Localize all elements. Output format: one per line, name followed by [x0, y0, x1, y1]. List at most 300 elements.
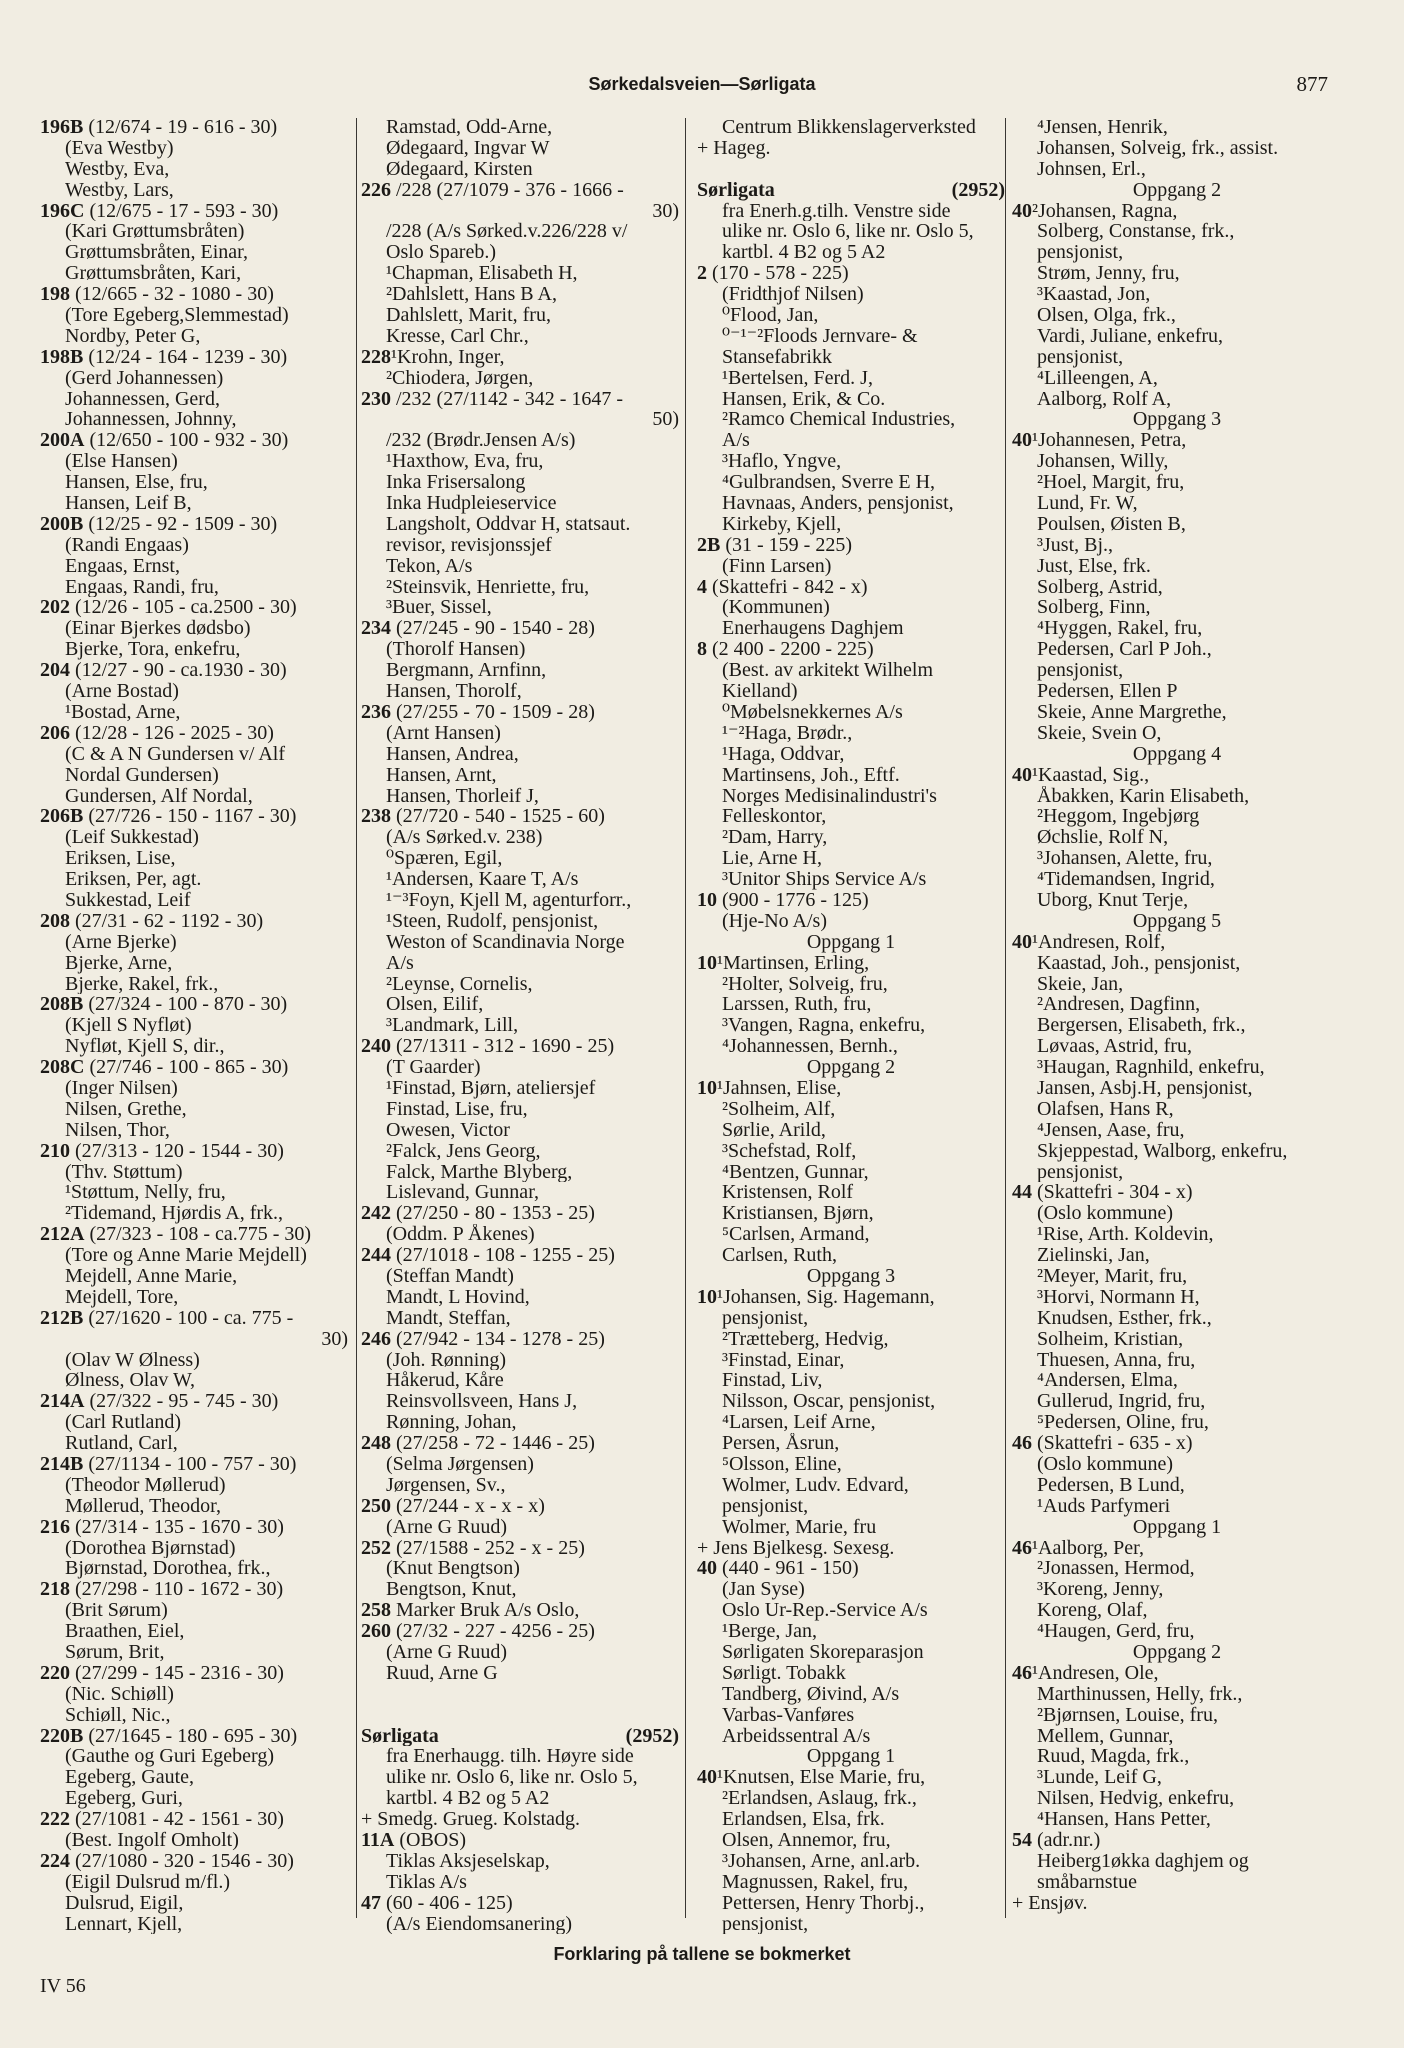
directory-line: 198 (12/665 - 32 - 1080 - 30): [40, 284, 274, 306]
directory-line: ²Erlandsen, Aslaug, frk.,: [722, 1788, 917, 1810]
directory-line: 216 (27/314 - 135 - 1670 - 30): [40, 1516, 284, 1538]
directory-line: ¹Finstad, Bjørn, ateliersjef: [386, 1077, 596, 1099]
directory-line: Reinsvollsveen, Hans J,: [386, 1391, 578, 1413]
directory-line: Koreng, Olaf,: [1037, 1600, 1148, 1622]
directory-line: ⁰Spæren, Egil,: [386, 848, 503, 870]
directory-line: (Nic. Schiøll): [65, 1683, 174, 1705]
directory-line: 2B (31 - 159 - 225): [697, 534, 852, 556]
directory-line: (Dorothea Bjørnstad): [65, 1537, 236, 1559]
directory-line: 46¹Andresen, Ole,: [1012, 1662, 1159, 1684]
directory-line: Varbas-Vanføres: [722, 1704, 855, 1726]
directory-line: Skeie, Anne Margrethe,: [1037, 701, 1227, 723]
directory-line: (Best. av arkitekt Wilhelm: [722, 660, 933, 682]
directory-line: 236 (27/255 - 70 - 1509 - 28): [361, 701, 595, 723]
directory-line: Sørligt. Tobakk: [722, 1662, 846, 1684]
directory-column-1: [40, 117, 348, 1934]
directory-line: Inka Hudpleieservice: [386, 493, 557, 514]
directory-line: Bjerke, Arne,: [65, 952, 173, 974]
directory-line: Bjerke, Tora, enkefru,: [65, 639, 241, 661]
directory-line: Langsholt, Oddvar H, statsaut.: [386, 513, 631, 535]
directory-column-2: [361, 117, 679, 1934]
directory-line: Lennart, Kjell,: [65, 1913, 183, 1935]
directory-line: Skeie, Jan,: [1037, 973, 1124, 995]
directory-line: (Fridthjof Nilsen): [722, 284, 864, 306]
directory-line: Poulsen, Øisten B,: [1037, 513, 1186, 535]
directory-line: + Jens Bjelkesg. Sexesg.: [697, 1537, 895, 1559]
directory-line: ²Trætteberg, Hedvig,: [722, 1328, 889, 1350]
directory-line: Sørum, Brit,: [65, 1642, 165, 1663]
directory-line: Braathen, Eiel,: [65, 1621, 185, 1643]
directory-line: (Arnt Hansen): [386, 722, 501, 744]
directory-line: Nilsen, Thor,: [65, 1119, 170, 1141]
directory-line: 240 (27/1311 - 312 - 1690 - 25): [361, 1036, 615, 1058]
directory-line: Dahlslett, Marit, fru,: [386, 305, 551, 326]
directory-line: Pedersen, Ellen P: [1037, 681, 1178, 702]
directory-line: (Finn Larsen): [722, 555, 832, 577]
directory-line: 46¹Aalborg, Per,: [1012, 1537, 1145, 1559]
directory-line: (Gauthe og Guri Egeberg): [65, 1746, 275, 1768]
directory-line: Pedersen, Carl P Joh.,: [1037, 639, 1212, 661]
directory-line: (Steffan Mandt): [386, 1265, 514, 1287]
directory-column-4: [1012, 117, 1342, 1914]
directory-line: Nordal Gundersen): [65, 764, 219, 786]
directory-line: Mellem, Gunnar,: [1037, 1725, 1174, 1747]
directory-line: Bjerke, Rakel, frk.,: [65, 973, 219, 995]
directory-line: Persen, Åsrun,: [722, 1433, 840, 1454]
directory-line: Magnussen, Rakel, fru,: [722, 1871, 909, 1893]
directory-line: ¹Rise, Arth. Koldevin,: [1037, 1224, 1214, 1246]
directory-line: Skjeppestad, Walborg, enkefru,: [1037, 1140, 1288, 1162]
directory-line: ²Leynse, Cornelis,: [386, 973, 533, 995]
directory-line: pensjonist,: [722, 1913, 809, 1935]
directory-line: revisor, revisjonssjef: [386, 534, 552, 556]
directory-line: 40¹Andresen, Rolf,: [1012, 931, 1166, 953]
directory-line: (Joh. Rønning): [386, 1349, 506, 1371]
directory-line: Aalborg, Rolf A,: [1037, 388, 1172, 410]
directory-line: ⁴Andersen, Elma,: [1037, 1370, 1178, 1392]
directory-line: Zielinski, Jan,: [1037, 1245, 1150, 1266]
directory-line: (Carl Rutland): [65, 1412, 182, 1434]
directory-line: 220B (27/1645 - 180 - 695 - 30): [40, 1725, 298, 1747]
directory-line: ³Johansen, Alette, fru,: [1037, 848, 1213, 870]
directory-line: Oppgang 1: [806, 1746, 896, 1768]
directory-line: ³Schefstad, Rolf,: [722, 1140, 857, 1162]
directory-line: 4 (Skattefri - 842 - x): [697, 576, 868, 598]
directory-line: ³Kaastad, Jon,: [1037, 284, 1151, 306]
directory-line: Eriksen, Lise,: [65, 848, 176, 870]
directory-line: Hansen, Else, fru,: [65, 472, 208, 494]
directory-line: 214B (27/1134 - 100 - 757 - 30): [40, 1454, 297, 1475]
directory-line: Mandt, Steffan,: [386, 1307, 511, 1329]
directory-line: Solberg, Constanse, frk.,: [1037, 221, 1235, 243]
directory-line: Heiberg1økka daghjem og: [1037, 1850, 1249, 1872]
directory-line: Mejdell, Tore,: [65, 1286, 179, 1308]
directory-line: Oppgang 1: [1132, 1516, 1222, 1538]
directory-line: pensjonist,: [1037, 242, 1124, 264]
directory-line: Oppgang 2: [806, 1057, 896, 1078]
directory-line: ³Koreng, Jenny,: [1037, 1579, 1164, 1601]
directory-line: (Leif Sukkestad): [65, 827, 199, 849]
directory-line: Oslo Ur-Rep.-Service A/s: [722, 1600, 928, 1622]
directory-line: 202 (12/26 - 105 - ca.2500 - 30): [40, 597, 297, 619]
footer-note: Forklaring på tallene se bokmerket: [553, 1944, 851, 1964]
directory-line: Ramstad, Odd-Arne,: [386, 117, 553, 138]
directory-line: 44 (Skattefri - 304 - x): [1012, 1182, 1193, 1204]
directory-line: Knudsen, Esther, frk.,: [1037, 1307, 1212, 1329]
directory-line: /232 (Brødr.Jensen A/s): [386, 430, 576, 452]
directory-line: ¹Haxthow, Eva, fru,: [386, 451, 544, 473]
directory-line: ⁴Tidemandsen, Ingrid,: [1037, 869, 1215, 890]
directory-line: Inka Frisersalong: [386, 472, 526, 494]
directory-line: Hansen, Andrea,: [386, 743, 519, 765]
directory-line: Rønning, Johan,: [386, 1412, 517, 1434]
directory-line: 10¹Jahnsen, Elise,: [697, 1077, 842, 1099]
directory-line: småbarnstue: [1037, 1871, 1137, 1893]
directory-line: Kaastad, Joh., pensjonist,: [1037, 952, 1241, 974]
directory-line: ²Jonassen, Hermod,: [1037, 1558, 1195, 1580]
directory-line: Solheim, Kristian,: [1037, 1328, 1184, 1350]
directory-line: Grøttumsbråten, Einar,: [65, 242, 249, 264]
directory-line: Finstad, Liv,: [722, 1370, 823, 1392]
directory-line: ⁴Johannessen, Bernh.,: [722, 1036, 898, 1058]
directory-line: ²Dam, Harry,: [722, 827, 828, 849]
directory-line: [697, 159, 1005, 180]
directory-line: Centrum Blikkenslagerverksted: [722, 117, 976, 138]
directory-line: Gullerud, Ingrid, fru,: [1037, 1391, 1206, 1413]
directory-line: Grøttumsbråten, Kari,: [65, 263, 242, 285]
directory-line: (Oddm. P Åkenes): [386, 1224, 535, 1246]
directory-line: (Eva Westby): [65, 137, 174, 159]
directory-line: kartbl. 4 B2 og 5 A2: [386, 1788, 550, 1810]
directory-line: ¹Steen, Rudolf, pensjonist,: [386, 910, 599, 932]
directory-line: (Randi Engaas): [65, 534, 189, 556]
directory-line: ³Buer, Sissel,: [386, 597, 492, 619]
directory-line: 258 Marker Bruk A/s Oslo,: [361, 1600, 580, 1622]
directory-line: Sørligata (2952): [361, 1725, 679, 1747]
directory-line: Johansen, Willy,: [1037, 451, 1169, 473]
directory-line: ulike nr. Oslo 6, like nr. Oslo 5,: [722, 221, 974, 243]
directory-line: ⁴Larsen, Leif Arne,: [722, 1412, 876, 1434]
directory-line: ³Lunde, Leif G,: [1037, 1767, 1162, 1789]
directory-line: ³Johansen, Arne, anl.arb.: [722, 1850, 921, 1872]
directory-line: Mandt, L Hovind,: [386, 1286, 530, 1308]
directory-line: Olsen, Annemor, fru,: [722, 1830, 891, 1851]
directory-line: fra Enerh.g.tilh. Venstre side: [722, 200, 951, 222]
directory-line: Hansen, Erik, & Co.: [722, 388, 886, 410]
directory-line: Rutland, Carl,: [65, 1433, 178, 1454]
directory-line: Marthinussen, Helly, frk.,: [1037, 1683, 1243, 1705]
directory-line: pensjonist,: [1037, 346, 1124, 368]
directory-line: 198B (12/24 - 164 - 1239 - 30): [40, 346, 288, 368]
directory-line: Johannessen, Johnny,: [65, 409, 237, 431]
directory-line: Ruud, Arne G: [386, 1662, 498, 1684]
directory-line: ⁴Lilleengen, A,: [1037, 367, 1158, 389]
directory-line: 208B (27/324 - 100 - 870 - 30): [40, 994, 288, 1016]
directory-line: Bengtson, Knut,: [386, 1579, 517, 1601]
directory-line: ³Horvi, Normann H,: [1037, 1286, 1200, 1308]
directory-line: + Smedg. Grueg. Kolstadg.: [361, 1809, 581, 1831]
directory-line: kartbl. 4 B2 og 5 A2: [722, 242, 886, 264]
directory-line: Sørligaten Skoreparasjon: [722, 1642, 924, 1663]
directory-line: 230 /232 (27/1142 - 342 - 1647 -: [361, 388, 624, 410]
directory-line: ³Haflo, Yngve,: [722, 451, 842, 473]
directory-line: ¹Berge, Jan,: [722, 1621, 818, 1643]
directory-line: 50): [652, 409, 679, 431]
directory-line: 224 (27/1080 - 320 - 1546 - 30): [40, 1850, 294, 1872]
directory-line: 196B (12/674 - 19 - 616 - 30): [40, 117, 278, 138]
directory-line: Hansen, Thorleif J,: [386, 785, 539, 807]
directory-line: (Einar Bjerkes dødsbo): [65, 618, 251, 640]
directory-line: Sukkestad, Leif: [65, 889, 191, 911]
directory-line: Tekon, A/s: [386, 555, 473, 577]
directory-line: ⁴Jensen, Aase, fru,: [1037, 1119, 1185, 1141]
directory-line: Håkerud, Kåre: [386, 1370, 504, 1392]
directory-line: 212A (27/323 - 108 - ca.775 - 30): [40, 1224, 312, 1246]
directory-line: ²Solheim, Alf,: [722, 1098, 836, 1120]
directory-line: Hansen, Thorolf,: [386, 681, 522, 702]
directory-line: 252 (27/1588 - 252 - x - 25): [361, 1537, 585, 1559]
directory-line: (Tore og Anne Marie Mejdell): [65, 1245, 307, 1266]
directory-line: ¹Bostad, Arne,: [65, 701, 181, 723]
directory-line: Bergersen, Elisabeth, frk.,: [1037, 1015, 1246, 1037]
directory-line: Tandberg, Øivind, A/s: [722, 1683, 900, 1705]
directory-line: Solberg, Astrid,: [1037, 576, 1163, 598]
directory-line: + Ensjøv.: [1012, 1892, 1088, 1914]
directory-line: Vardi, Juliane, enkefru,: [1037, 325, 1224, 347]
directory-line: ³Haugan, Ragnhild, enkefru,: [1037, 1057, 1265, 1078]
directory-line: Kristensen, Rolf: [722, 1182, 854, 1204]
directory-line: 206B (27/726 - 150 - 1167 - 30): [40, 806, 297, 828]
directory-line: 8 (2 400 - 2200 - 225): [697, 639, 874, 661]
directory-line: Johannessen, Gerd,: [65, 388, 220, 410]
directory-line: Hansen, Arnt,: [386, 764, 497, 786]
directory-line: Oppgang 5: [1132, 910, 1222, 932]
directory-line: Felleskontor,: [722, 806, 827, 828]
directory-line: 248 (27/258 - 72 - 1446 - 25): [361, 1433, 595, 1454]
directory-line: /228 (A/s Sørked.v.226/228 v/: [386, 221, 628, 243]
directory-line: ³Finstad, Einar,: [722, 1349, 845, 1371]
directory-line: Dulsrud, Eigil,: [65, 1892, 184, 1914]
directory-line: ²Dahlslett, Hans B A,: [386, 284, 557, 306]
directory-line: Bjørnstad, Dorothea, frk.,: [65, 1558, 271, 1580]
directory-line: (C & A N Gundersen v/ Alf: [65, 743, 285, 765]
directory-line: Engaas, Randi, fru,: [65, 576, 219, 598]
directory-line: Pedersen, B Lund,: [1037, 1474, 1185, 1496]
directory-line: ⁴Gulbrandsen, Sverre E H,: [722, 472, 936, 494]
directory-line: pensjonist,: [722, 1495, 809, 1517]
column-divider: [356, 118, 357, 1918]
directory-line: 212B (27/1620 - 100 - ca. 775 -: [40, 1307, 294, 1329]
directory-line: 238 (27/720 - 540 - 1525 - 60): [361, 806, 605, 828]
directory-line: ²Ramco Chemical Industries,: [722, 409, 956, 431]
directory-line: 246 (27/942 - 134 - 1278 - 25): [361, 1328, 605, 1350]
directory-line: ulike nr. Oslo 6, like nr. Oslo 5,: [386, 1767, 638, 1789]
directory-line: (Arne Bjerke): [65, 931, 177, 953]
directory-line: ²Meyer, Marit, fru,: [1037, 1265, 1188, 1287]
directory-line: 30): [652, 200, 679, 222]
directory-line: ²Steinsvik, Henriette, fru,: [386, 576, 590, 598]
directory-line: ¹Andersen, Kaare T, A/s: [386, 869, 579, 890]
directory-line: Hansen, Leif B,: [65, 493, 192, 514]
directory-line: ²Falck, Jens Georg,: [386, 1140, 541, 1162]
directory-line: 40¹Kaastad, Sig.,: [1012, 764, 1150, 786]
directory-line: (Hje-No A/s): [722, 910, 827, 932]
directory-line: 208 (27/31 - 62 - 1192 - 30): [40, 910, 264, 932]
directory-line: ¹Auds Parfymeri: [1037, 1495, 1171, 1517]
directory-line: [361, 1705, 679, 1726]
directory-line: ⁵Carlsen, Armand,: [722, 1224, 870, 1246]
directory-line: (Gerd Johannessen): [65, 367, 224, 389]
directory-line: Weston of Scandinavia Norge: [386, 931, 625, 953]
directory-line: 204 (12/27 - 90 - ca.1930 - 30): [40, 660, 287, 682]
directory-line: Thuesen, Anna, fru,: [1037, 1349, 1196, 1371]
directory-line: (Arne G Ruud): [386, 1642, 508, 1663]
directory-line: A/s: [386, 952, 414, 974]
directory-line: Øchslie, Rolf N,: [1037, 827, 1169, 849]
directory-line: ⁴Hyggen, Rakel, fru,: [1037, 618, 1203, 640]
directory-line: (Jan Syse): [722, 1579, 805, 1601]
directory-line: Just, Else, frk.: [1037, 555, 1151, 577]
directory-line: (Best. Ingolf Omholt): [65, 1830, 239, 1851]
directory-line: 200B (12/25 - 92 - 1509 - 30): [40, 513, 278, 535]
directory-line: ²Heggom, Ingebjørg: [1037, 806, 1200, 828]
directory-line: Nilsen, Grethe,: [65, 1098, 187, 1120]
directory-line: Kielland): [722, 681, 798, 702]
directory-line: (T Gaarder): [386, 1057, 481, 1078]
directory-line: 220 (27/299 - 145 - 2316 - 30): [40, 1662, 284, 1684]
directory-line: Arbeidssentral A/s: [722, 1725, 871, 1747]
directory-line: ³Landmark, Lill,: [386, 1015, 519, 1037]
directory-line: A/s: [722, 430, 750, 452]
directory-line: ²Andresen, Dagfinn,: [1037, 994, 1201, 1016]
directory-line: (Olav W Ølness): [65, 1349, 200, 1371]
directory-line: Ødegaard, Ingvar W: [386, 137, 550, 159]
column-divider: [1005, 118, 1006, 1918]
directory-line: 222 (27/1081 - 42 - 1561 - 30): [40, 1809, 284, 1831]
directory-line: Oppgang 3: [1132, 409, 1222, 431]
directory-line: Solberg, Finn,: [1037, 597, 1151, 619]
directory-line: (Selma Jørgensen): [386, 1454, 534, 1475]
directory-line: ¹Chapman, Elisabeth H,: [386, 263, 578, 285]
directory-line: 226 /228 (27/1079 - 376 - 1666 -: [361, 179, 624, 201]
directory-line: (Knut Bengtson): [386, 1558, 520, 1580]
directory-line: Oslo Spareb.): [386, 242, 496, 264]
directory-line: (Arne Bostad): [65, 681, 179, 702]
directory-line: (Oslo kommune): [1037, 1203, 1174, 1225]
directory-line: 210 (27/313 - 120 - 1544 - 30): [40, 1140, 284, 1162]
directory-line: Oppgang 2: [1132, 1642, 1222, 1663]
directory-line: Larssen, Ruth, fru,: [722, 994, 872, 1016]
directory-line: Ødegaard, Kirsten: [386, 158, 533, 180]
directory-line: 234 (27/245 - 90 - 1540 - 28): [361, 618, 595, 640]
directory-line: Skeie, Svein O,: [1037, 722, 1162, 744]
directory-line: Oppgang 4: [1132, 743, 1222, 765]
directory-line: ³Vangen, Ragna, enkefru,: [722, 1015, 926, 1037]
directory-line: Westby, Eva,: [65, 158, 170, 180]
directory-line: Gundersen, Alf Nordal,: [65, 785, 253, 807]
directory-line: Erlandsen, Elsa, frk.: [722, 1809, 885, 1831]
directory-line: ¹⁻³Foyn, Kjell M, agenturforr.,: [386, 889, 632, 911]
directory-line: (Inger Nilsen): [65, 1077, 178, 1099]
directory-line: Oppgang 3: [806, 1265, 896, 1287]
directory-line: 260 (27/32 - 227 - 4256 - 25): [361, 1621, 595, 1643]
directory-line: Uborg, Knut Terje,: [1037, 889, 1189, 911]
directory-line: 250 (27/244 - x - x - x): [361, 1495, 545, 1517]
directory-line: Kristiansen, Bjørn,: [722, 1203, 874, 1225]
directory-line: 242 (27/250 - 80 - 1353 - 25): [361, 1203, 595, 1225]
directory-line: Olsen, Olga, frk.,: [1037, 305, 1176, 326]
directory-line: (Kjell S Nyfløt): [65, 1015, 192, 1037]
directory-line: (Oslo kommune): [1037, 1454, 1174, 1475]
directory-line: ¹Haga, Oddvar,: [722, 743, 845, 765]
directory-line: Jansen, Asbj.H, pensjonist,: [1037, 1077, 1253, 1099]
directory-line: Strøm, Jenny, fru,: [1037, 263, 1180, 285]
column-divider: [685, 118, 686, 1918]
directory-line: 10 (900 - 1776 - 125): [697, 889, 869, 911]
directory-line: Egeberg, Guri,: [65, 1788, 183, 1810]
directory-line: ²Holter, Solveig, fru,: [722, 973, 888, 995]
directory-line: Olafsen, Hans R,: [1037, 1098, 1174, 1120]
directory-line: Sørligata (2952): [697, 179, 1005, 201]
directory-line: Lund, Fr. W,: [1037, 493, 1138, 514]
directory-line: 196C (12/675 - 17 - 593 - 30): [40, 200, 279, 222]
directory-line: Ølness, Olav W,: [65, 1370, 195, 1392]
directory-line: ¹⁻²Haga, Brødr.,: [722, 722, 853, 744]
directory-line: 46 (Skattefri - 635 - x): [1012, 1433, 1193, 1454]
directory-line: Owesen, Victor: [386, 1119, 510, 1141]
directory-line: Westby, Lars,: [65, 179, 174, 201]
directory-line: Pettersen, Henry Thorbj.,: [722, 1892, 925, 1914]
directory-line: + Hageg.: [697, 137, 771, 159]
directory-line: Bergmann, Arnfinn,: [386, 660, 547, 682]
directory-line: ⁴Hansen, Hans Petter,: [1037, 1809, 1211, 1831]
directory-line: Havnaas, Anders, pensjonist,: [722, 493, 954, 514]
directory-line: 54 (adr.nr.): [1012, 1830, 1101, 1851]
directory-line: fra Enerhaugg. tilh. Høyre side: [386, 1746, 634, 1768]
directory-line: ³Unitor Ships Service A/s: [722, 869, 927, 890]
directory-line: (Thorolf Hansen): [386, 639, 526, 661]
directory-line: ²Chiodera, Jørgen,: [386, 367, 534, 389]
directory-line: pensjonist,: [722, 1307, 809, 1329]
directory-line: Lislevand, Gunnar,: [386, 1182, 540, 1204]
directory-line: Mejdell, Anne Marie,: [65, 1265, 238, 1287]
directory-line: Kresse, Carl Chr.,: [386, 325, 529, 347]
directory-line: Sørlie, Arild,: [722, 1119, 826, 1141]
directory-line: 218 (27/298 - 110 - 1672 - 30): [40, 1579, 284, 1601]
directory-line: Ruud, Magda, frk.,: [1037, 1746, 1190, 1768]
directory-line: Jørgensen, Sv.,: [386, 1474, 506, 1496]
directory-line: (A/s Sørked.v. 238): [386, 827, 543, 849]
directory-line: Møllerud, Theodor,: [65, 1495, 222, 1517]
directory-line: (Thv. Støttum): [65, 1161, 183, 1183]
directory-line: (A/s Eiendomsanering): [386, 1913, 573, 1935]
directory-line: 200A (12/650 - 100 - 932 - 30): [40, 430, 289, 452]
directory-line: Eriksen, Per, agt.: [65, 869, 202, 890]
directory-line: ²Hoel, Margit, fru,: [1037, 472, 1185, 494]
directory-line: Tiklas A/s: [386, 1871, 467, 1893]
directory-line: (Arne G Ruud): [386, 1516, 508, 1538]
directory-line: 40 (440 - 961 - 150): [697, 1558, 859, 1580]
directory-line: 40¹Johannesen, Petra,: [1012, 430, 1187, 452]
directory-line: Oppgang 1: [806, 931, 896, 953]
directory-line: ⁴Jensen, Henrik,: [1037, 117, 1168, 138]
directory-line: 10¹Johansen, Sig. Hagemann,: [697, 1286, 935, 1308]
directory-line: Johansen, Solveig, frk., assist.: [1037, 137, 1279, 159]
directory-line: ⁰⁻¹⁻²Floods Jernvare- &: [722, 325, 918, 347]
directory-line: 47 (60 - 406 - 125): [361, 1892, 513, 1914]
directory-line: Wolmer, Ludv. Edvard,: [722, 1474, 909, 1496]
directory-line: 228¹Krohn, Inger,: [361, 346, 505, 368]
